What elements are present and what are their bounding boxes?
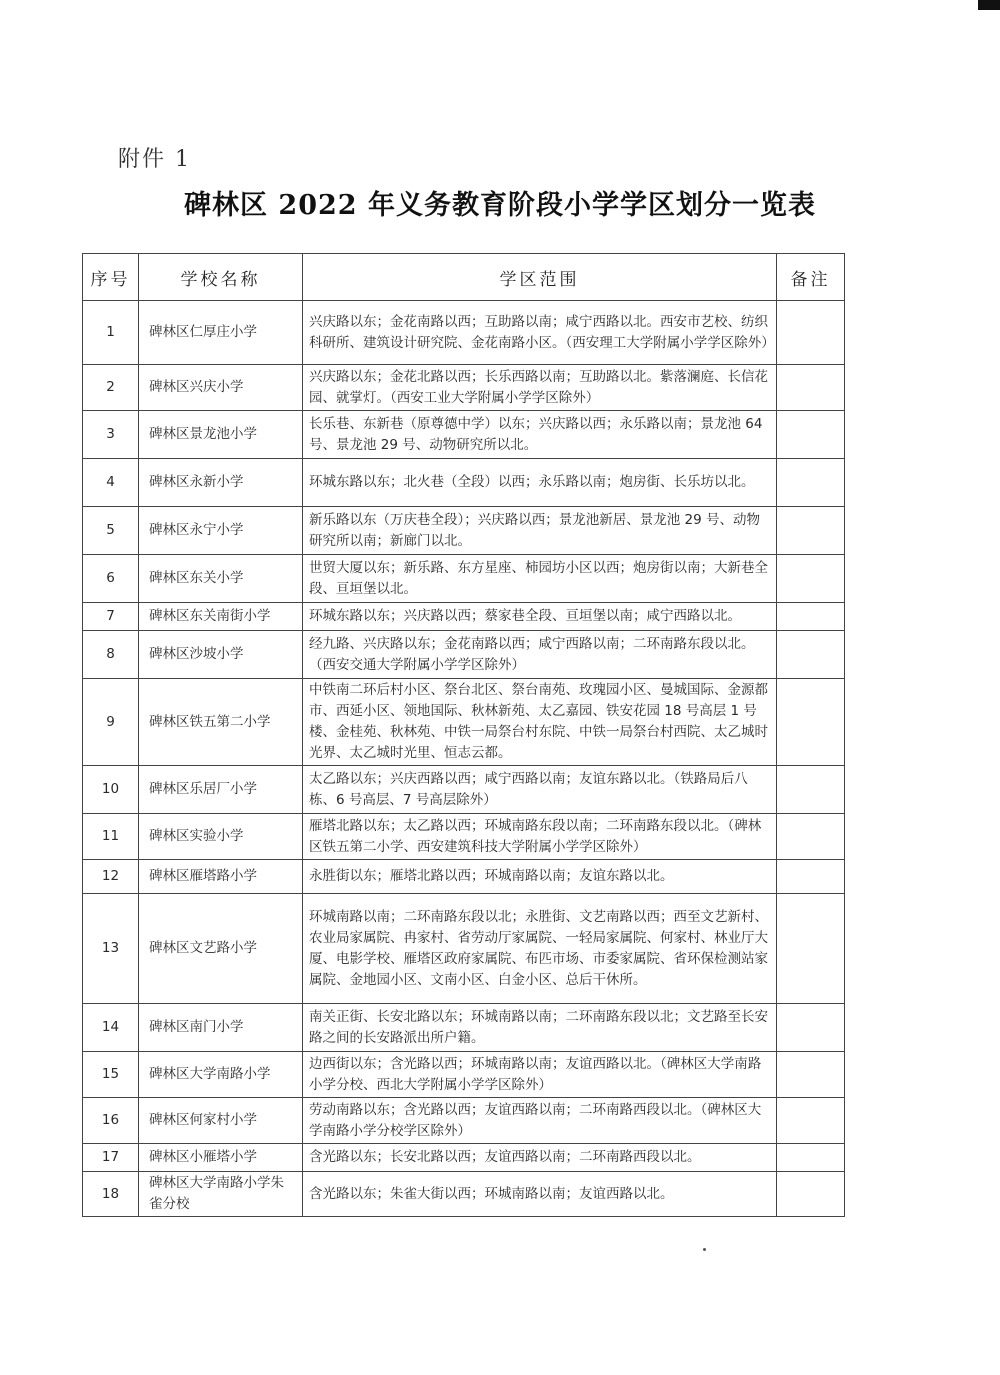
school-name: 碑林区大学南路小学 [139, 1052, 303, 1098]
row-number: 12 [83, 860, 139, 894]
school-name: 碑林区铁五第二小学 [139, 679, 303, 766]
district-range: 兴庆路以东；金花北路以西；长乐西路以南；互助路以北。紫落澜庭、长信花园、就掌灯。（西安工业大学附属小学学区除外） [303, 365, 777, 411]
district-range: 含光路以东；朱雀大街以西；环城南路以南；友谊西路以北。 [303, 1172, 777, 1217]
school-name: 碑林区文艺路小学 [139, 894, 303, 1004]
table-row [83, 1052, 845, 1098]
table-row [83, 301, 845, 365]
school-district-table-container [82, 253, 844, 1217]
district-range: 含光路以东；长安北路以西；友谊西路以南；二环南路西段以北。 [303, 1144, 777, 1172]
district-range: 经九路、兴庆路以东；金花南路以西；咸宁西路以南；二环南路东段以北。（西安交通大学附属小学学区除外） [303, 631, 777, 679]
district-range: 中铁南二环后村小区、祭台北区、祭台南苑、玫瑰园小区、曼城国际、金源都市、西延小区、领地国际、秋林新苑、太乙嘉园、铁安花园 18 号高层 1 号楼、金桂苑、秋林苑、中铁一局祭台村东院、中铁一局祭台村西院、太乙城时光界、太乙城时光里、恒志云都。 [303, 679, 777, 766]
table-row [83, 507, 845, 555]
remark [777, 1052, 845, 1098]
remark [777, 1144, 845, 1172]
remark [777, 507, 845, 555]
district-range: 永胜街以东；雁塔北路以西；环城南路以南；友谊东路以北。 [303, 860, 777, 894]
table-row [83, 894, 845, 1004]
row-number: 16 [83, 1098, 139, 1144]
table-row [83, 860, 845, 894]
remark [777, 555, 845, 603]
row-number: 17 [83, 1144, 139, 1172]
school-name: 碑林区南门小学 [139, 1004, 303, 1052]
table-row [83, 766, 845, 814]
school-name: 碑林区沙坡小学 [139, 631, 303, 679]
row-number: 18 [83, 1172, 139, 1217]
table-row [83, 459, 845, 507]
district-range: 南关正街、长安北路以东；环城南路以南；二环南路东段以北；文艺路至长安路之间的长安路派出所户籍。 [303, 1004, 777, 1052]
school-name: 碑林区小雁塔小学 [139, 1144, 303, 1172]
school-name: 碑林区永宁小学 [139, 507, 303, 555]
table-row [83, 631, 845, 679]
row-number: 15 [83, 1052, 139, 1098]
district-range: 新乐路以东（万庆巷全段）；兴庆路以西；景龙池新居、景龙池 29 号、动物研究所以南；新廊门以北。 [303, 507, 777, 555]
school-district-table [82, 253, 845, 1217]
row-number: 14 [83, 1004, 139, 1052]
row-number: 4 [83, 459, 139, 507]
table-row [83, 1172, 845, 1217]
table-row [83, 365, 845, 411]
row-number: 7 [83, 603, 139, 631]
remark [777, 411, 845, 459]
school-name: 碑林区永新小学 [139, 459, 303, 507]
scan-dot [703, 1248, 706, 1251]
school-name: 碑林区雁塔路小学 [139, 860, 303, 894]
table-row [83, 679, 845, 766]
school-name: 碑林区何家村小学 [139, 1098, 303, 1144]
row-number: 2 [83, 365, 139, 411]
row-number: 3 [83, 411, 139, 459]
row-number: 5 [83, 507, 139, 555]
school-name: 碑林区大学南路小学朱雀分校 [139, 1172, 303, 1217]
table-row [83, 1144, 845, 1172]
header-school: 学校名称 [139, 254, 303, 301]
page-title: 碑林区 2022 年义务教育阶段小学学区划分一览表 [184, 190, 816, 221]
district-range: 太乙路以东；兴庆西路以西；咸宁西路以南；友谊东路以北。（铁路局后八栋、6 号高层、7 号高层除外） [303, 766, 777, 814]
row-number: 6 [83, 555, 139, 603]
header-range: 学区范围 [303, 254, 777, 301]
table-body [83, 301, 845, 1217]
remark [777, 766, 845, 814]
table-row [83, 411, 845, 459]
remark [777, 301, 845, 365]
attachment-label: 附件 1 [118, 147, 191, 172]
school-name: 碑林区仁厚庄小学 [139, 301, 303, 365]
district-range: 环城东路以东；兴庆路以西；蔡家巷全段、亘垣堡以南；咸宁西路以北。 [303, 603, 777, 631]
remark [777, 631, 845, 679]
district-range: 环城东路以东；北火巷（全段）以西；永乐路以南；炮房街、长乐坊以北。 [303, 459, 777, 507]
table-row [83, 555, 845, 603]
table-row [83, 1004, 845, 1052]
district-range: 环城南路以南；二环南路东段以北；永胜街、文艺南路以西；西至文艺新村、农业局家属院、冉家村、省劳动厅家属院、一轻局家属院、何家村、林业厅大厦、电影学校、雁塔区政府家属院、布匹市场、市委家属院、省环保检测站家属院、金地园小区、文南小区、白金小区、总后干休所。 [303, 894, 777, 1004]
remark [777, 1004, 845, 1052]
row-number: 13 [83, 894, 139, 1004]
table-row [83, 1098, 845, 1144]
row-number: 8 [83, 631, 139, 679]
district-range: 兴庆路以东；金花南路以西；互助路以南；咸宁西路以北。西安市艺校、纺织科研所、建筑设计研究院、金花南路小区。（西安理工大学附属小学学区除外） [303, 301, 777, 365]
district-range: 劳动南路以东；含光路以西；友谊西路以南；二环南路西段以北。（碑林区大学南路小学分校学区除外） [303, 1098, 777, 1144]
remark [777, 894, 845, 1004]
school-name: 碑林区景龙池小学 [139, 411, 303, 459]
remark [777, 679, 845, 766]
district-range: 长乐巷、东新巷（原尊德中学）以东；兴庆路以西；永乐路以南；景龙池 64 号、景龙池 29 号、动物研究所以北。 [303, 411, 777, 459]
remark [777, 1172, 845, 1217]
scan-corner-mark [978, 0, 1000, 10]
header-no: 序号 [83, 254, 139, 301]
remark [777, 860, 845, 894]
table-row [83, 603, 845, 631]
row-number: 11 [83, 814, 139, 860]
header-remark: 备注 [777, 254, 845, 301]
school-name: 碑林区实验小学 [139, 814, 303, 860]
row-number: 9 [83, 679, 139, 766]
remark [777, 603, 845, 631]
district-range: 雁塔北路以东；太乙路以西；环城南路东段以南；二环南路东段以北。（碑林区铁五第二小学、西安建筑科技大学附属小学学区除外） [303, 814, 777, 860]
row-number: 10 [83, 766, 139, 814]
district-range: 世贸大厦以东；新乐路、东方星座、柿园坊小区以西；炮房街以南；大新巷全段、亘垣堡以北。 [303, 555, 777, 603]
school-name: 碑林区东关南街小学 [139, 603, 303, 631]
remark [777, 1098, 845, 1144]
table-header-row [83, 254, 845, 301]
district-range: 边西街以东；含光路以西；环城南路以南；友谊西路以北。（碑林区大学南路小学分校、西北大学附属小学学区除外） [303, 1052, 777, 1098]
school-name: 碑林区兴庆小学 [139, 365, 303, 411]
remark [777, 459, 845, 507]
school-name: 碑林区乐居厂小学 [139, 766, 303, 814]
school-name: 碑林区东关小学 [139, 555, 303, 603]
row-number: 1 [83, 301, 139, 365]
remark [777, 814, 845, 860]
remark [777, 365, 845, 411]
table-row [83, 814, 845, 860]
